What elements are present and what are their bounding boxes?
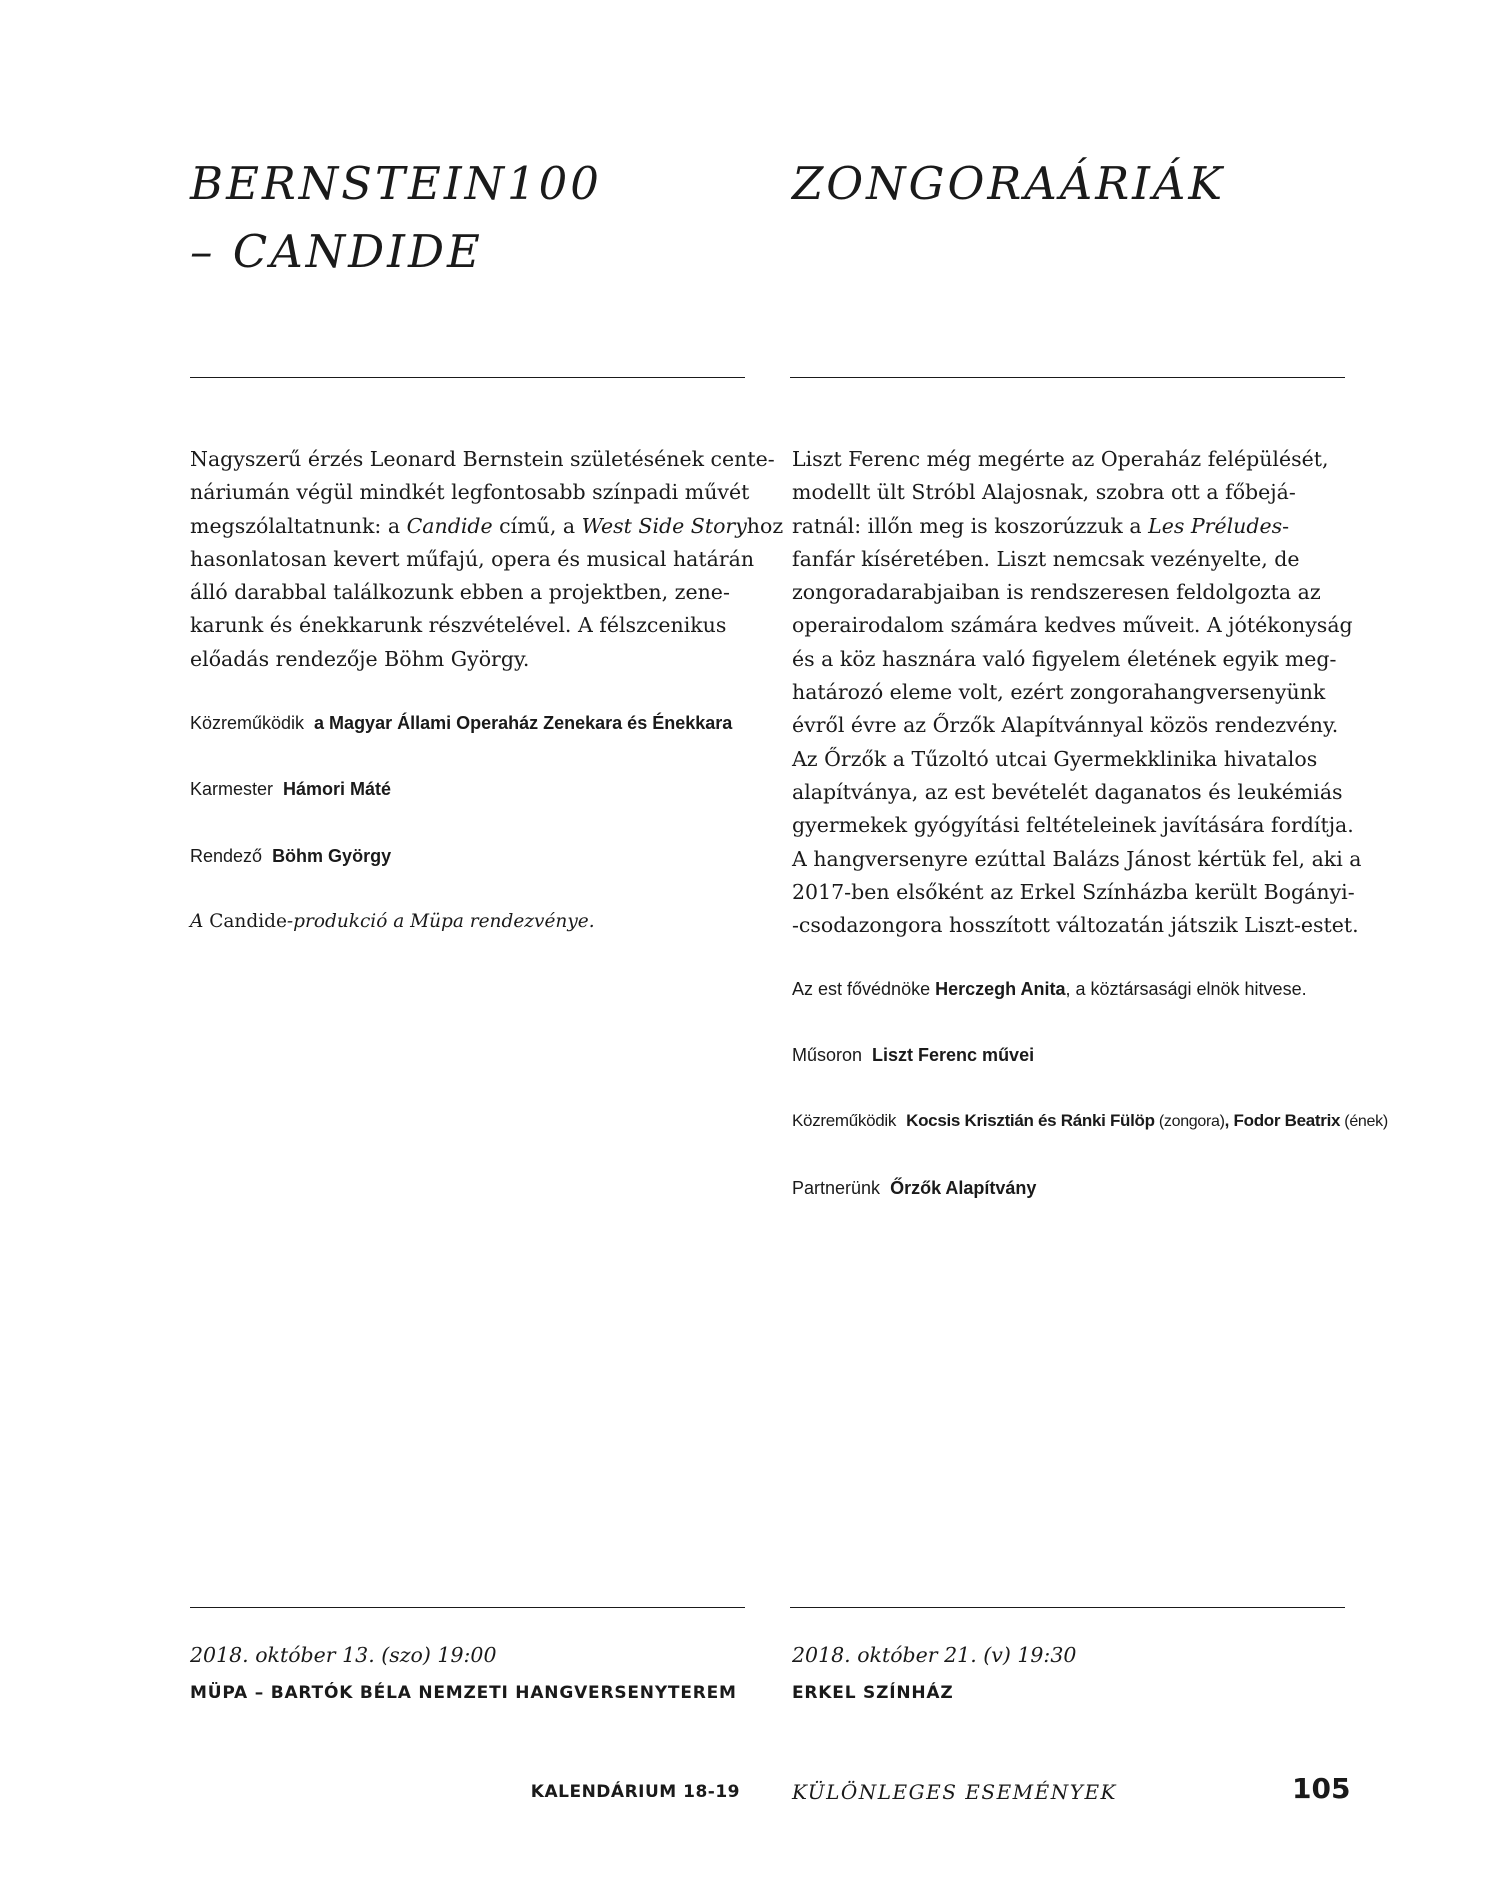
right-bottom-divider: [790, 1607, 1345, 1608]
left-bottom-divider: [190, 1607, 745, 1608]
right-patron-line: Az est fővédnöke Herczegh Anita, a köztársasági elnök hitvese.: [792, 979, 1307, 999]
right-credit-program: Műsoron Liszt Ferenc művei: [792, 1045, 1035, 1065]
left-credit-director: Rendező Böhm György: [190, 846, 392, 866]
left-event-date: 2018. október 13. (szo) 19:00: [190, 1643, 497, 1667]
left-title-line-1: BERNSTEIN100: [190, 157, 602, 210]
right-title-line-1: ZONGORAÁRIÁK: [792, 157, 1226, 210]
right-credit-partner: Partnerünk Őrzők Alapítvány: [792, 1178, 1037, 1198]
left-credit-conductor: Karmester Hámori Máté: [190, 779, 392, 799]
page-number: 105: [1292, 1772, 1351, 1805]
left-credit-performers: Közreműködik a Magyar Állami Operaház Zenekara és Énekkara: [190, 713, 733, 733]
right-credit-performers: Közreműködik Kocsis Krisztián és Ránki Fülöp (zongora), Fodor Beatrix (ének): [792, 1111, 1388, 1130]
right-event-venue: ERKEL SZÍNHÁZ: [792, 1683, 954, 1703]
left-event-title: [190, 150, 602, 286]
footer-section: KÜLÖNLEGES ESEMÉNYEK: [792, 1780, 1117, 1804]
left-event-venue: MÜPA – BARTÓK BÉLA NEMZETI HANGVERSENYTEREM: [190, 1683, 737, 1703]
right-top-divider: [790, 377, 1345, 378]
left-production-note: A Candide-produkció a Müpa rendezvénye.: [190, 911, 595, 932]
right-description: Liszt Ferenc még megérte az Operaház felépülését, modellt ült Stróbl Alajosnak, szobra ott a főbejá- ratnál: illőn meg is koszorúzzuk a Les Préludes- fanfár kíséretében. Liszt nemcsak vezényelte, de zongoradarabjaiban is rendszeresen feldolgozta az operairodalom számára kedves műveit. A jótékonyság és a köz hasznára való figyelem életének egyik meg- határozó eleme volt, ezért zongorahangversenyünk évről évre az Őrzők Alapítvánnyal közös rendezvény. Az Őrzők a Tűzoltó utcai Gyermekklinika hivatalos alapítványa, az est bevételét daganatos és leukémiás gyermekek gyógyítási feltételeinek javítására fordítja. A hangversenyre ezúttal Balázs Jánost kértük fel, aki a 2017-ben elsőként az Erkel Színházba került Bogányi- -csodazongora hosszított változatán játszik Liszt-estet.: [792, 447, 1362, 938]
right-event-title: [792, 150, 1225, 218]
right-event-date: 2018. október 21. (v) 19:30: [792, 1643, 1077, 1667]
left-title-line-2: – CANDIDE: [190, 225, 483, 278]
left-description: Nagyszerű érzés Leonard Bernstein születésének cente- náriumán végül mindkét legfontosabb színpadi művét megszólaltatnunk: a Candide című, a West Side Storyhoz hasonlatosan kevert műfajú, opera és musical határán álló darabbal találkozunk ebben a projektben, zene- karunk és énekkarunk részvételével. A félszcenikus előadás rendezője Böhm György.: [190, 447, 784, 671]
footer-brand: KALENDÁRIUM 18-19: [530, 1782, 740, 1802]
left-top-divider: [190, 377, 745, 378]
